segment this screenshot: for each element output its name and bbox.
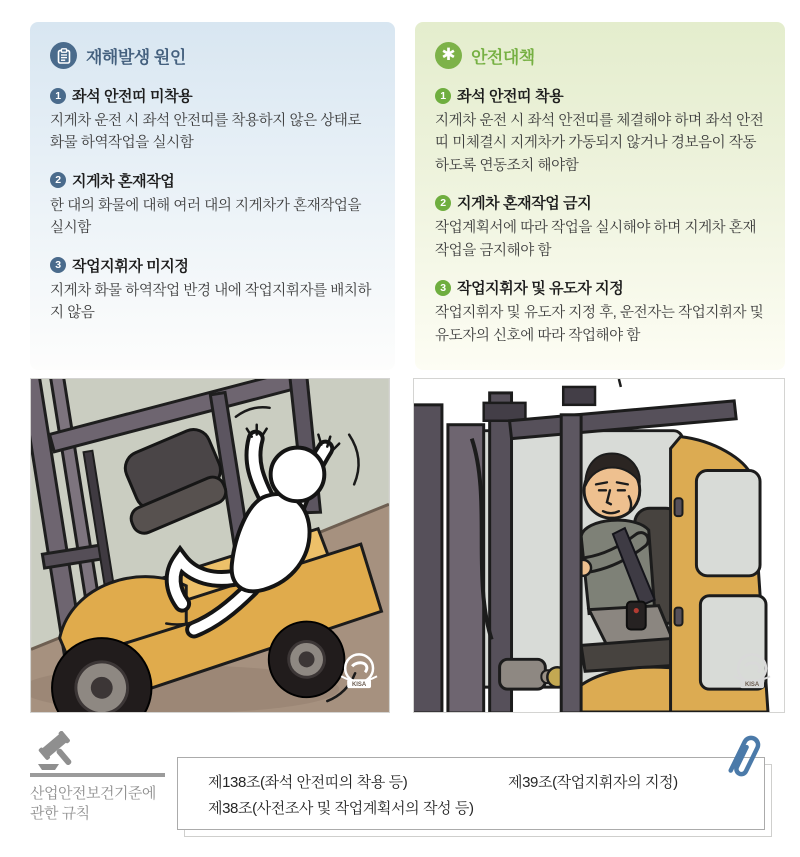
safety-item-2-body: 작업계획서에 따라 작업을 실시해야 하며 지게차 혼재작업을 금지해야 함 (435, 220, 757, 259)
number-badge: 1 (50, 88, 66, 104)
divider (30, 773, 165, 777)
cause-item-2-heading: 지게차 혼재작업 (72, 172, 175, 190)
cause-item-3-title (50, 255, 375, 276)
legal-source-text: 산업안전보건기준에 관한 규칙 (30, 785, 156, 823)
number-badge: 3 (50, 257, 66, 273)
cause-panel (30, 22, 395, 370)
legal-article: 제138조(좌석 안전띠의 착용 등) (208, 774, 408, 791)
safety-item-1-body: 지게차 운전 시 좌석 안전띠를 체결해야 하며 좌석 안전띠 미체결시 지게차가 가동되지 않거나 경보음이 작동하도록 연동조치 해야함 (435, 113, 764, 174)
cause-item-3-heading: 작업지휘자 미지정 (72, 257, 189, 275)
cause-item-3 (50, 255, 375, 325)
safety-cross-icon: ✱ (435, 42, 462, 69)
cause-item-2-title (50, 170, 375, 191)
cause-panel-title: 재해발생 원인 (86, 48, 186, 67)
paperclip-icon (727, 731, 761, 783)
cause-item-1-title (50, 85, 375, 106)
safety-panel-title: 안전대책 (471, 48, 535, 67)
accident-illustration-svg (31, 379, 389, 712)
safety-item-1 (435, 85, 765, 177)
legal-articles-border (177, 757, 765, 830)
legal-articles-col2 (508, 770, 678, 821)
safety-item-3-heading: 작업지휘자 및 유도자 지정 (457, 280, 624, 298)
safety-item-2-heading: 지게차 혼재작업 금지 (457, 195, 592, 213)
accident-illustration (30, 378, 390, 713)
safety-item-3-body: 작업지휘자 및 유도자 지정 후, 운전자는 작업지휘자 및 유도자의 신호에 따라 작업해야 함 (435, 305, 764, 344)
safety-panel-header (435, 42, 765, 69)
kisa-logo-text: KISA (744, 682, 760, 689)
cause-item-2 (50, 170, 375, 240)
gavel-icon (32, 731, 82, 771)
legal-article: 제38조(사전조사 및 작업계획서의 작성 등) (208, 799, 474, 817)
safety-item-1-title (435, 85, 765, 106)
safety-item-3-title (435, 277, 765, 298)
safe-driver-illustration (413, 378, 785, 713)
legal-article: 제39조(작업지휘자의 지정) (508, 774, 678, 791)
safe-driver-illustration-svg (414, 379, 784, 712)
number-badge: 1 (435, 88, 451, 104)
cause-item-1 (50, 85, 375, 155)
legal-source-block (30, 731, 180, 825)
safety-item-1-heading: 좌석 안전띠 착용 (457, 88, 564, 105)
cause-item-2-body: 한 대의 화물에 대해 여러 대의 지게차가 혼재작업을 실시함 (50, 197, 362, 237)
cause-item-1-heading: 좌석 안전띠 미착용 (72, 88, 193, 105)
safety-panel (415, 22, 785, 370)
clipboard-icon (50, 42, 77, 69)
cause-item-1-body: 지게차 운전 시 좌석 안전띠를 착용하지 않은 상태로 화물 하역작업을 실시함 (50, 113, 362, 152)
cause-panel-header (50, 42, 375, 69)
number-badge: 3 (435, 280, 451, 296)
number-badge: 2 (50, 172, 66, 188)
cause-item-3-body: 지게차 화물 하역작업 반경 내에 작업지휘자를 배치하지 않음 (50, 282, 372, 322)
safety-item-2 (435, 192, 765, 262)
safety-item-3 (435, 277, 765, 347)
legal-articles-col1 (208, 770, 508, 821)
number-badge: 2 (435, 195, 451, 211)
safety-item-2-title (435, 192, 765, 213)
legal-articles-box (177, 757, 765, 830)
forklift-cab (671, 437, 768, 712)
kisa-logo-text: KISA (351, 682, 367, 689)
